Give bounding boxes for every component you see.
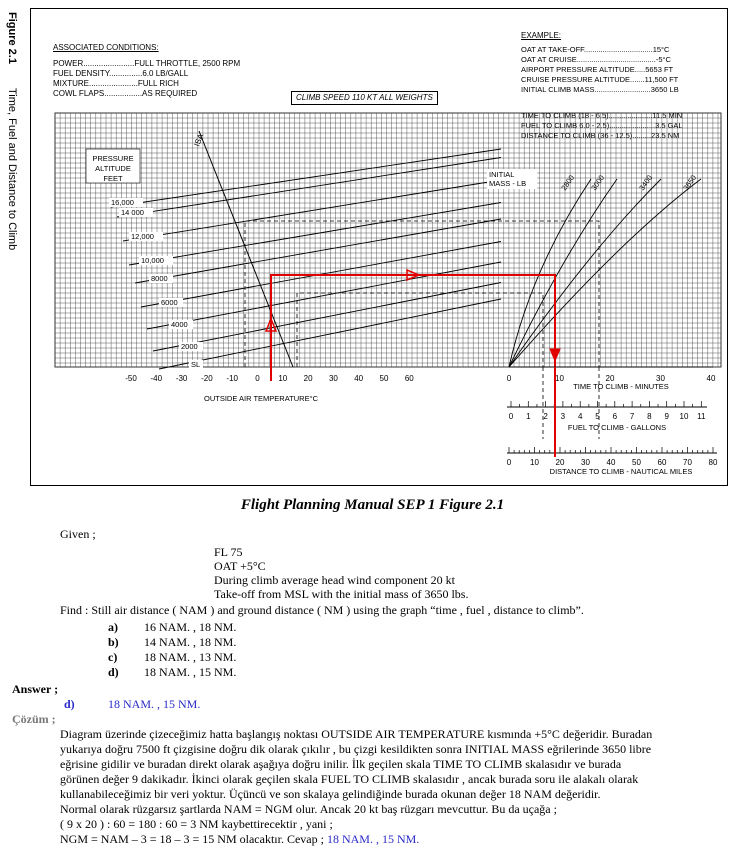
answer-label: Answer ; — [12, 682, 59, 696]
example-dashed-path-2 — [297, 293, 543, 367]
solution-line: ( 9 x 20 ) : 60 = 180 : 60 = 3 NM kaybettirecektir , yani ; — [60, 817, 333, 831]
example-line: AIRPORT PRESSURE ALTITUDE.....5653 FT — [521, 65, 674, 74]
oat-tick-label: 20 — [303, 374, 313, 383]
option-text: 18 NAM. , 15 NM. — [144, 665, 237, 679]
distance-tick-label: 10 — [530, 458, 539, 467]
find-question: Find : Still air distance ( NAM ) and ground distance ( NM ) using the graph “time , fuel , distance to climb”. — [60, 603, 584, 617]
fuel-tick-label: 6 — [612, 412, 618, 421]
pressure-altitude-line — [123, 180, 501, 241]
fuel-tick-label: 8 — [647, 412, 652, 421]
given-line: During climb average head wind component 20 kt — [214, 573, 455, 587]
option-text: 18 NAM. , 13 NM. — [144, 650, 237, 664]
given-label: Given ; — [60, 527, 96, 541]
given-line: Take-off from MSL with the initial mass of 3650 lbs. — [214, 587, 469, 601]
initial-mass-curve-label: 3650 — [681, 173, 699, 193]
figure-number-label: Figure 2.1 — [6, 12, 18, 64]
result-line: FUEL TO CLIMB 6.0 - 2.5)......................3.5 GAL — [521, 121, 683, 130]
solution-line: eğrisine gidilir ve buradan direkt olarak aşağıya doğru inilir. İlk geçilen skala TIME TO CLIMB skalasıdır ve burada — [60, 757, 622, 771]
figure-title-label: Time, Fuel and Distance to Climb — [6, 88, 18, 251]
oat-tick-label: -40 — [150, 374, 163, 383]
time-tick-label: 0 — [506, 374, 512, 383]
oat-tick-label: -20 — [201, 374, 213, 383]
option-text: 16 NAM. , 18 NM. — [144, 620, 237, 634]
pressure-altitude-line — [135, 219, 501, 283]
oat-tick-label: 30 — [328, 374, 338, 383]
alt-line-label: 2000 — [181, 342, 198, 351]
alt-line-label: SL — [191, 360, 201, 369]
fuel-axis-label: FUEL TO CLIMB - GALLONS — [567, 423, 667, 432]
distance-tick-label: 80 — [708, 458, 718, 467]
given-line: FL 75 — [214, 545, 243, 559]
pressure-alt-label: PRESSURE — [92, 154, 134, 163]
oat-tick-label: -30 — [175, 374, 188, 383]
oat-tick-label: 40 — [354, 374, 364, 383]
distance-tick-label: 50 — [632, 458, 641, 467]
example-line: OAT AT CRUISE......................................-5°C — [521, 55, 671, 64]
distance-tick-label: 60 — [657, 458, 667, 467]
assoc-line: COWL FLAPS.................AS REQUIRED — [53, 89, 198, 98]
initial-mass-curve-label: 3400 — [637, 173, 655, 193]
oat-tick-label: 60 — [404, 374, 414, 383]
oat-tick-label: -10 — [226, 374, 238, 383]
distance-tick-label: 40 — [606, 458, 616, 467]
alt-line-label: 8000 — [151, 274, 168, 283]
pressure-alt-label: FEET — [103, 174, 123, 183]
assoc-line: MIXTURE......................FULL RICH — [53, 79, 179, 88]
oat-tick-label: 10 — [278, 374, 288, 383]
fuel-tick-label: 0 — [508, 412, 514, 421]
distance-tick-label: 0 — [506, 458, 512, 467]
alt-line-label: 14 000 — [121, 208, 144, 217]
solution-label: Çözüm ; — [12, 712, 56, 726]
fuel-tick-label: 3 — [560, 412, 566, 421]
figure-caption: Flight Planning Manual SEP 1 Figure 2.1 — [240, 497, 505, 513]
distance-tick-label: 30 — [581, 458, 590, 467]
climb-speed-box: CLIMB SPEED 110 KT ALL WEIGHTS — [291, 91, 438, 105]
time-tick-label: 20 — [605, 374, 615, 383]
climb-chart-figure — [30, 8, 728, 486]
option-letter: b) — [108, 635, 119, 649]
time-tick-label: 10 — [555, 374, 564, 383]
pressure-altitude-line — [159, 299, 501, 369]
fuel-tick-label: 11 — [697, 412, 706, 421]
alt-line-label: 4000 — [171, 320, 188, 329]
distance-axis-label: DISTANCE TO CLIMB - NAUTICAL MILES — [549, 467, 693, 476]
example-line: CRUISE PRESSURE ALTITUDE.......11,500 FT — [521, 75, 679, 84]
assoc-conditions-title: ASSOCIATED CONDITIONS: — [53, 43, 159, 52]
example-title: EXAMPLE: — [521, 31, 562, 40]
fuel-tick-label: 4 — [577, 412, 583, 421]
solution-line: Normal olarak rüzgarsız şartlarda NAM = NGM olur. Ancak 20 kt baş rüzgarı mevcuttur. Bu da uçağa ; — [60, 802, 557, 816]
result-line: TIME TO CLIMB (18 - 6.5).....................11.5 MIN — [521, 111, 683, 120]
distance-tick-label: 20 — [555, 458, 565, 467]
example-line: INITIAL CLIMB MASS...........................3650 LB — [521, 85, 679, 94]
solution-line: kullanabileceğimiz bir veri yoktur. Üçüncü ve son skalaya gelindiğinde burada okunan değer 18 NAM değeridir. — [60, 787, 601, 801]
solution-line: Diagram üzerinde çizeceğimiz hatta başlangış noktası OUTSIDE AIR TEMPERATURE kısmında +5°C değeridir. Buradan — [60, 727, 653, 741]
option-letter: a) — [108, 620, 118, 634]
answer-text: 18 NAM. , 15 NM. — [108, 697, 201, 711]
solution-final-prefix: NGM = NAM – 3 = 18 – 3 = 15 NM olacaktır. Cevap ; — [60, 832, 324, 846]
alt-line-label: 6000 — [161, 298, 178, 307]
oat-tick-label: 0 — [255, 374, 260, 383]
time-tick-label: 40 — [706, 374, 716, 383]
given-line: OAT +5°C — [214, 559, 266, 573]
initial-mass-curve-label: 3000 — [589, 173, 607, 193]
example-line: OAT AT TAKE-OFF.................................15°C — [521, 45, 670, 54]
answer-letter: d) — [64, 697, 75, 711]
oat-axis-label: OUTSIDE AIR TEMPERATURE°C — [204, 394, 318, 403]
assoc-line: FUEL DENSITY...............6.0 LB/GALL — [53, 69, 189, 78]
distance-tick-label: 70 — [683, 458, 692, 467]
initial-mass-label: INITIAL — [489, 170, 515, 179]
fuel-tick-label: 7 — [629, 412, 635, 421]
fuel-tick-label: 1 — [526, 412, 531, 421]
solution-final-answer: 18 NAM. , 15 NM. — [326, 832, 420, 846]
solution-body — [60, 727, 730, 847]
initial-mass-label: MASS - LB — [489, 179, 527, 188]
oat-tick-label: 50 — [379, 374, 389, 383]
solution-final-line — [60, 832, 730, 847]
solution-line: görünen değer 9 dakikadır. İkinci olarak geçilen skala FUEL TO CLIMB skalasıdır , ancak burada soru ile alakalı olarak — [60, 772, 639, 786]
option-letter: c) — [108, 650, 118, 664]
oat-tick-label: -50 — [125, 374, 137, 383]
time-tick-label: 30 — [656, 374, 665, 383]
alt-line-label: 10,000 — [141, 256, 164, 265]
solution-line: yukarıya doğru 7500 ft çizgisine doğru dik olarak çıkılır , bu çizgi kesildikten sonra INITIAL MASS eğrilerinde 3650 libre — [60, 742, 652, 756]
alt-line-label: 12,000 — [131, 232, 154, 241]
fuel-tick-label: 10 — [679, 412, 689, 421]
result-line: DISTANCE TO CLIMB (36 - 12.5).........23.5 NM — [521, 131, 680, 140]
option-letter: d) — [108, 665, 119, 679]
fuel-tick-label: 9 — [664, 412, 669, 421]
time-axis-label: TIME TO CLIMB - MINUTES — [573, 382, 669, 391]
assoc-line: POWER.......................FULL THROTTLE, 2500 RPM — [53, 59, 241, 68]
fuel-tick-label: 5 — [595, 412, 600, 421]
initial-mass-curve-label: 2800 — [559, 173, 577, 193]
fuel-tick-label: 2 — [543, 412, 548, 421]
pressure-alt-label: ALTITUDE — [95, 164, 131, 173]
isa-label: ISA — [192, 132, 206, 148]
alt-line-label: 16,000 — [111, 198, 134, 207]
solution-arrow-down — [550, 349, 560, 361]
option-text: 14 NAM. , 18 NM. — [144, 635, 237, 649]
